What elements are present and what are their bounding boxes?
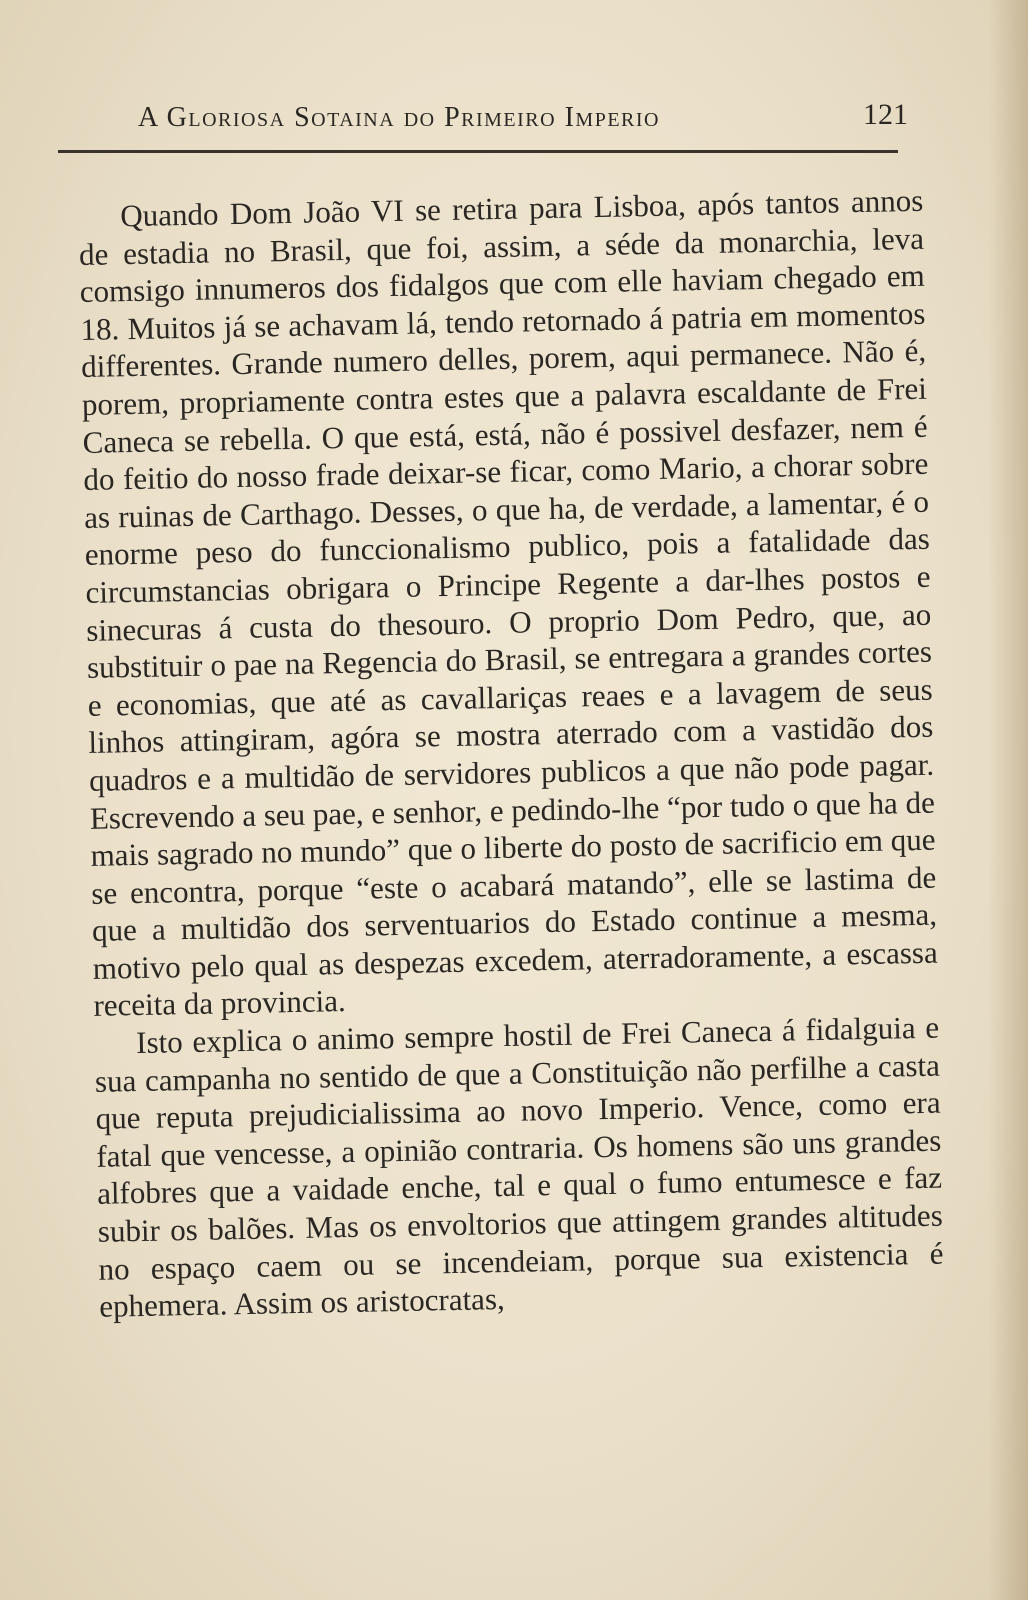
paragraph-2: Isto explica o animo sempre hostil de Frei Caneca á fidalguia e sua campanha no sentido de que a Constituição não perfilhe a casta que reputa prejudicialissima ao novo Imperio. Vence, como era fatal que vencesse, a opinião contraria. Os homens são uns grandes alfobres que a vaidade enche, tal e qual o fumo entumesce e faz subir os balões. Mas os envoltorios que attingem grandes altitudes no espaço caem ou se incendeiam, porque sua existencia é ephemera. Assim os aristocratas, xyxy=(94,1009,944,1325)
header-rule xyxy=(58,150,898,153)
page-number: 121 xyxy=(863,98,908,131)
page-header xyxy=(138,98,908,144)
paragraph-1: Quando Dom João VI se retira para Lisboa, após tantos annos de estadia no Brasil, que foi, assim, a séde da monarchia, leva comsigo innumeros dos fidalgos que com elle haviam chegado em 18. Muitos já se achavam lá, tendo retornado á patria em momentos differentes. Grande numero delles, porem, aqui permanece. Não é, porem, propriamente contra estes que a palavra escaldante de Frei Caneca se rebella. O que está, está, não é possivel desfazer, nem é do feitio do nosso frade deixar-se ficar, como Mario, a chorar sobre as ruinas de Carthago. Desses, o que ha, de verdade, a lamentar, é o enorme peso do funccionalismo publico, pois a fatalidade das circumstancias obrigara o Principe Regente a dar-lhes postos e sinecuras á custa do thesouro. O proprio Dom Pedro, que, ao substituir o pae na Regencia do Brasil, se entregara a grandes cortes e economias, que até as cavallariças reaes e a lavagem de seus linhos attingiram, agóra se mostra aterrado com a vastidão dos quadros e a multidão de servidores publicos a que não pode pagar. Escrevendo a seu pae, e senhor, e pedindo-lhe “por tudo o que ha de mais sagrado no mundo” que o liberte do posto de sacrificio em que se encontra, porque “este o acabará matando”, elle se lastima de que a multidão dos serventuarios do Estado continue a mesma, motivo pelo qual as despezas excedem, aterradoramente, a escassa receita da provincia. xyxy=(78,182,938,1024)
body-text xyxy=(78,182,944,1326)
page-edge-shadow xyxy=(988,0,1028,1600)
running-title: A Gloriosa Sotaina do Primeiro Imperio xyxy=(138,102,660,133)
